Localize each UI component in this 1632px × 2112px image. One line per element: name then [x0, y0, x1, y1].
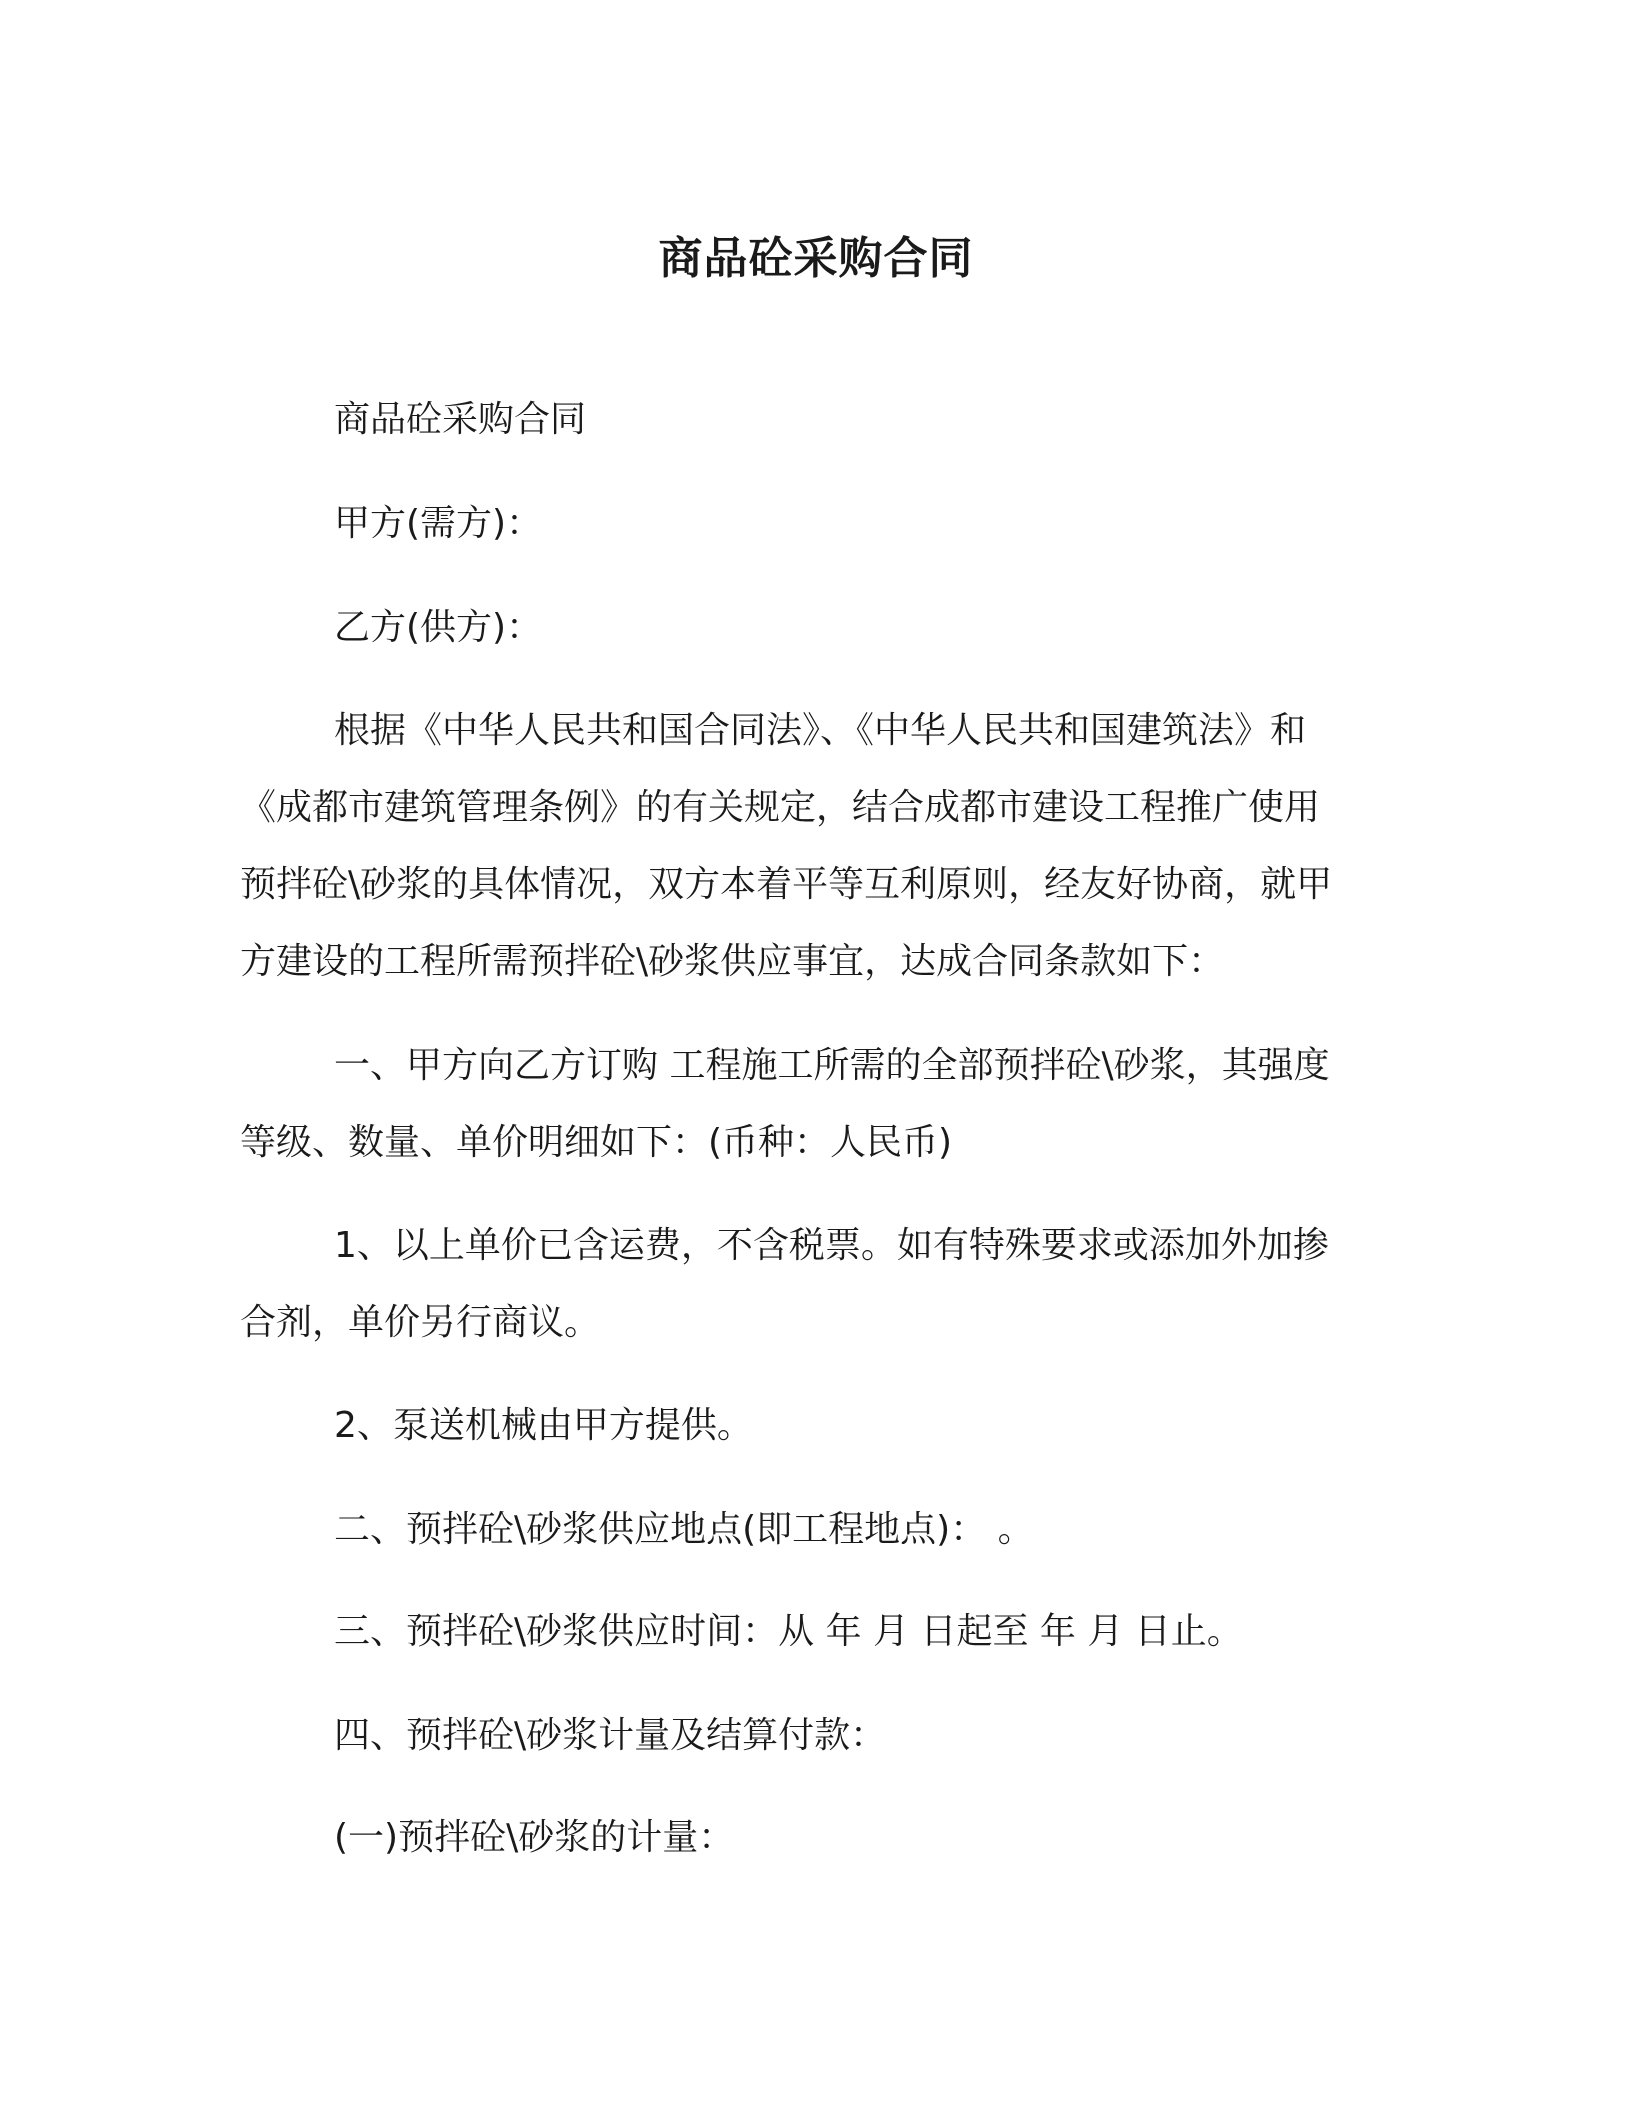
clause-2-line: 二、预拌砼\砂浆供应地点(即工程地点)： 。 — [334, 1509, 1034, 1550]
clause-1-line-1: 一、甲方向乙方订购 工程施工所需的全部预拌砼\砂浆，其强度 — [334, 1045, 1330, 1086]
preamble-line-4: 方建设的工程所需预拌砼\砂浆供应事宜，达成合同条款如下： — [240, 941, 1225, 982]
clause-1-1-line-1: 1、以上单价已含运费，不含税票。如有特殊要求或添加外加掺 — [334, 1225, 1329, 1266]
preamble-line-3: 预拌砼\砂浆的具体情况，双方本着平等互利原则，经友好协商，就甲 — [240, 864, 1333, 905]
party-a-line: 甲方(需方)： — [334, 503, 543, 544]
preamble-line-2: 《成都市建筑管理条例》的有关规定，结合成都市建设工程推广使用 — [240, 787, 1321, 828]
party-b-line: 乙方(供方)： — [334, 607, 543, 648]
subtitle-line: 商品砼采购合同 — [334, 399, 587, 440]
clause-1-1-line-2: 合剂，单价另行商议。 — [240, 1302, 601, 1343]
preamble-line-1: 根据《中华人民共和国合同法》、《中华人民共和国建筑法》和 — [334, 710, 1307, 751]
clause-1-2-line: 2、泵送机械由甲方提供。 — [334, 1405, 753, 1446]
clause-4-1-line: (一)预拌砼\砂浆的计量： — [334, 1817, 735, 1858]
clause-1-line-2: 等级、数量、单价明细如下：(币种：人民币) — [240, 1122, 953, 1163]
document-title: 商品砼采购合同 — [658, 233, 974, 284]
clause-3-line: 三、预拌砼\砂浆供应时间：从 年 月 日起至 年 月 日止。 — [334, 1611, 1243, 1652]
clause-4-line: 四、预拌砼\砂浆计量及结算付款： — [334, 1715, 887, 1756]
